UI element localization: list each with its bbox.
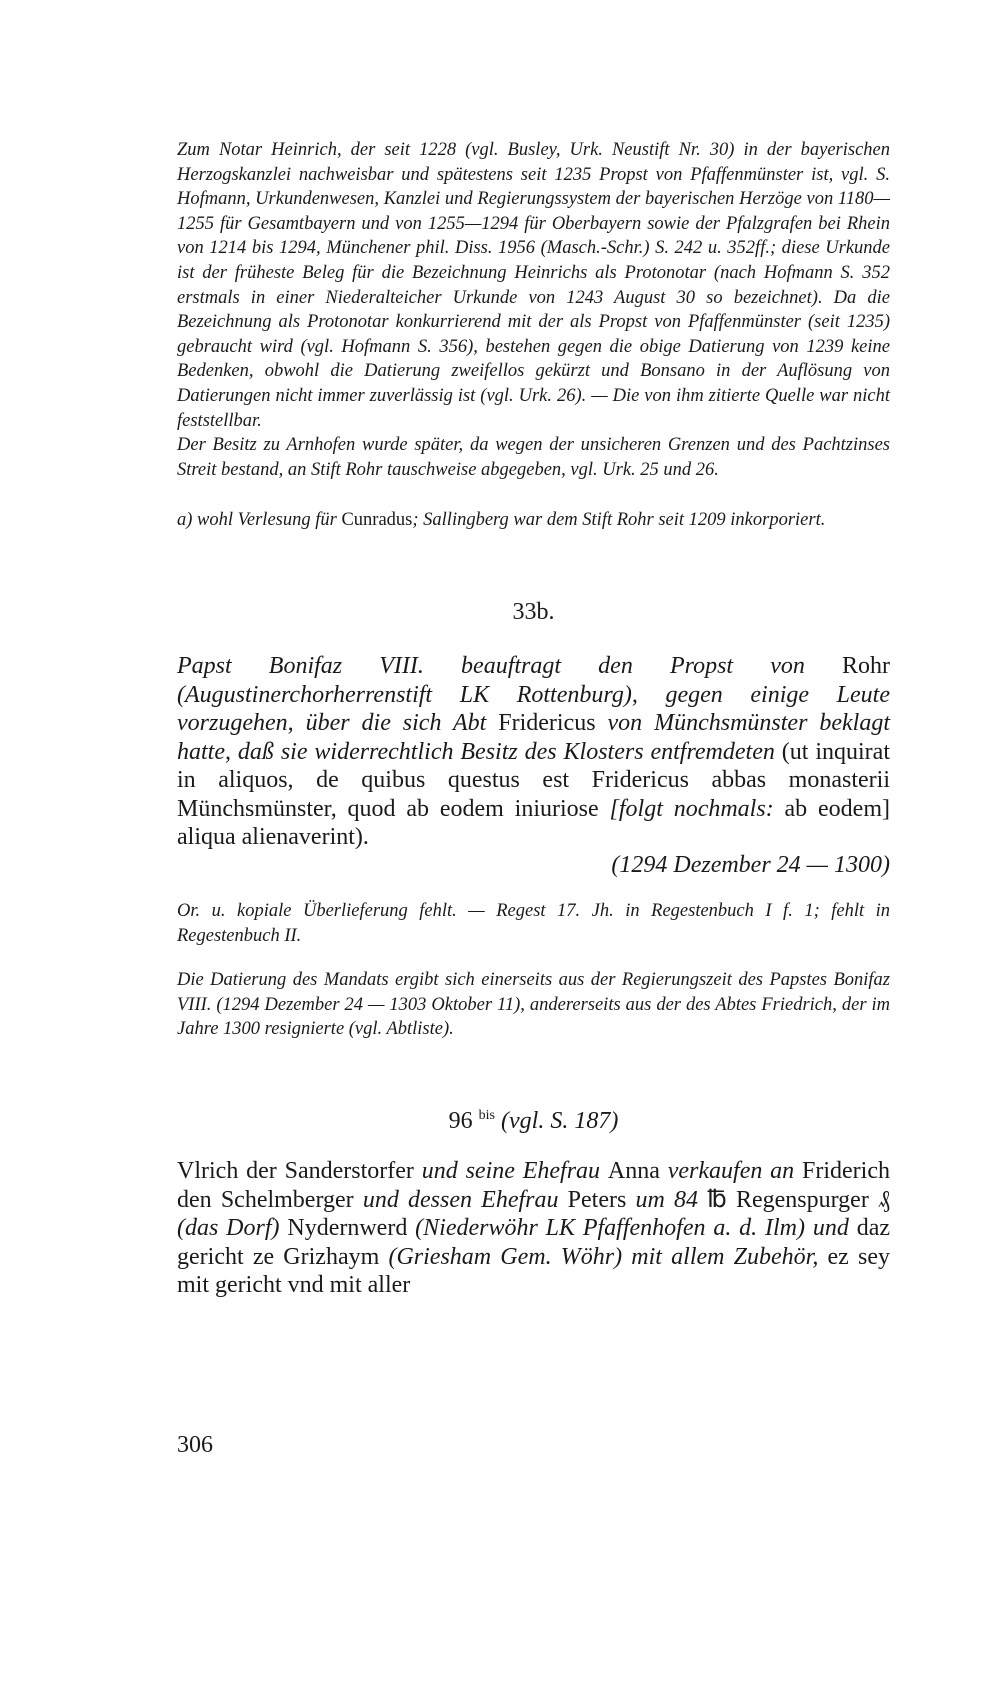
section-number-96bis: 96 $^{bis}$ (vgl. S. 187) <box>448 1108 619 1135</box>
tradition-33b: Or. u. kopiale Überlieferung fehlt. — Regest 17. Jh. in Regestenbuch I f. 1; fehlt in Regestenbuch II. <box>177 901 890 946</box>
section-number-33b: 33b. <box>512 598 555 625</box>
dating-note-33b: Die Datierung des Mandats ergibt sich einerseits aus der Regierungszeit des Papstes Bonifaz VIII. (1294 Dezember 24 — 1303 Oktober 11), andererseits aus der des Abtes Friedrich, der im Jahre 1300 resignierte (vgl. Abtliste). <box>177 970 890 1040</box>
footnote-a: a) wohl Verlesung für Cunradus; Sallingberg war dem Stift Rohr seit 1209 inkorporiert. <box>177 510 826 531</box>
commentary-paragraph-2: Der Besitz zu Arnhofen wurde später, da wegen der unsicheren Grenzen und des Pachtzinses Streit bestand, an Stift Rohr tauschweise abgegeben, vgl. Urk. 25 und 26. <box>177 435 890 480</box>
page-content <box>177 138 890 1300</box>
regest-33b: Papst Bonifaz VIII. beauftragt den Propst von Rohr (Augustinerchorherrenstift LK Rottenburg), gegen einige Leute vorzugehen, über die sich Abt Fridericus von Münchsmünster beklagt hatte, daß sie widerrechtlich Besitz des Klosters entfremdeten (ut inquirat in aliquos, de quibus questus est Fridericus abbas monasterii Münchsmünster, quod ab eodem iniuriose [folgt nochmals: ab eodem] aliqua alienaverint). <box>177 652 890 851</box>
denar-symbol: ₰ <box>878 1186 890 1213</box>
date-33b: (1294 Dezember 24 — 1300) <box>611 852 890 879</box>
commentary-paragraph: Zum Notar Heinrich, der seit 1228 (vgl. Busley, Urk. Neustift Nr. 30) in der bayerischen Herzogskanzlei nachweisbar und spätestens seit 1235 Propst von Pfaffenmünster ist, vgl. S. Hofmann, Urkundenwesen, Kanzlei und Regierungssystem der bayerischen Herzöge von 1180—1255 für Gesamtbayern und von 1255—1294 für Oberbayern sowie der Pfalzgrafen bei Rhein von 1214 bis 1294, Münchener phil. Diss. 1956 (Masch.-Schr.) S. 242 u. 352ff.; diese Urkunde ist der früheste Beleg für die Bezeichnung Heinrichs als Protonotar (nach Hofmann S. 352 erstmals in einer Niederalteicher Urkunde von 1243 August 30 so bezeichnet). Da die Bezeichnung als Protonotar konkurrierend mit der als Propst von Pfaffenmünster (seit 1235) gebraucht wird (vgl. Hofmann S. 356), bestehen gegen die obige Datierung von 1239 keine Bedenken, obwohl die Datierung zweifellos gekürzt und Bonsano in der Auflösung von Datierungen nicht immer zuverlässig ist (vgl. Urk. 26). — Die von ihm zitierte Quelle war nicht feststellbar. <box>177 140 890 431</box>
regest-96bis: Vlrich der Sanderstorfer und seine Ehefrau Anna verkaufen an Friderich den Schelmberger und dessen Ehefrau Peters um 84 ℔ Regenspurger ₰ (das Dorf) Nydernwerd (Niederwöhr LK Pfaffenhofen a. d. Ilm) und daz gericht ze Grizhaym (Griesham Gem. Wöhr) mit allem Zubehör, ez sey mit gericht vnd mit aller <box>177 1158 891 1299</box>
pound-symbol: ℔ <box>707 1186 727 1213</box>
page-number: 306 <box>177 1432 213 1458</box>
